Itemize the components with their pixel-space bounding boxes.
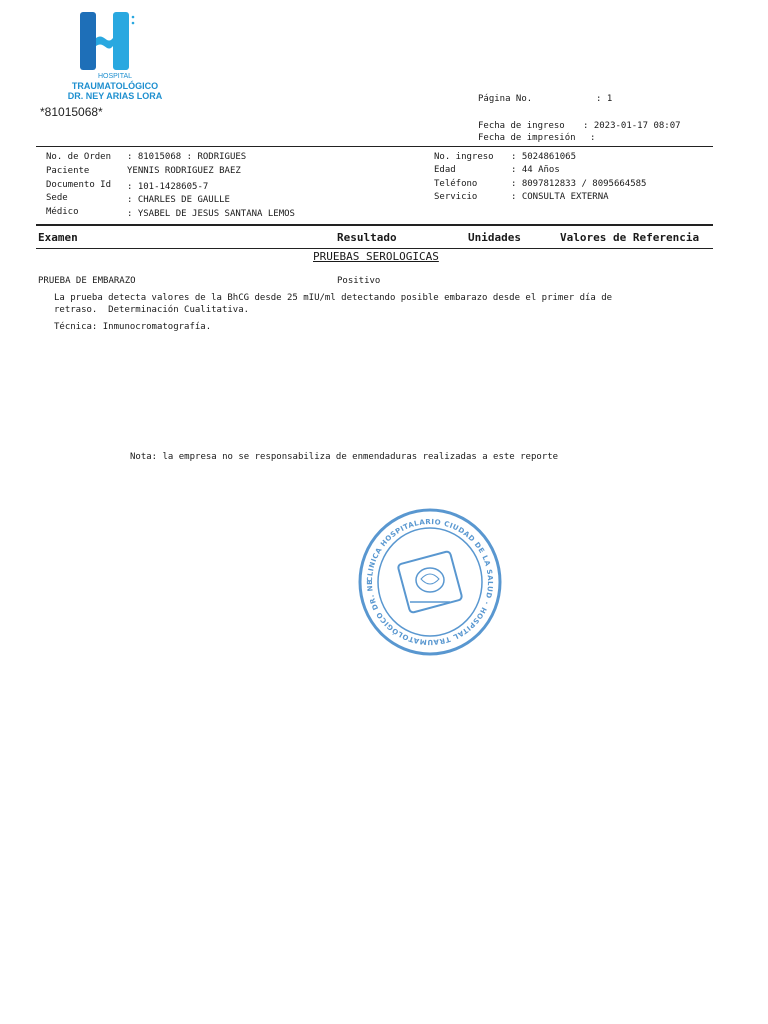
stamp-text: CLINICA HOSPITALARIO CIUDAD DE LA SALUD · HOSPITAL TRAUMATOLÓGICO DR. NE bbox=[365, 517, 495, 647]
hospital-h-icon bbox=[60, 8, 170, 76]
paciente-value: YENNIS RODRIGUEZ BAEZ bbox=[127, 166, 241, 176]
telefono-value: : 8097812833 / 8095664585 bbox=[511, 179, 647, 189]
medico-label: Médico bbox=[46, 207, 79, 217]
ingreso-date-value: : 2023-01-17 08:07 bbox=[583, 121, 681, 131]
orden-label: No. de Orden bbox=[46, 152, 112, 162]
test-note-line-2: retraso. Determinación Cualitativa. bbox=[54, 305, 250, 315]
col-resultado: Resultado bbox=[337, 231, 397, 244]
logo-line-3: DR. NEY ARIAS LORA bbox=[67, 91, 163, 101]
col-examen: Examen bbox=[38, 231, 78, 244]
page-value: : 1 bbox=[596, 94, 613, 104]
ingreso-date-label: Fecha de ingreso bbox=[478, 121, 565, 131]
documento-value: : 101-1428605-7 bbox=[127, 182, 209, 192]
telefono-label: Teléfono bbox=[434, 179, 478, 189]
hospital-stamp bbox=[355, 505, 505, 660]
ingreso-label: No. ingreso bbox=[434, 152, 494, 162]
sede-label: Sede bbox=[46, 193, 68, 203]
test-name: PRUEBA DE EMBARAZO bbox=[38, 276, 136, 286]
ingreso-value: : 5024861065 bbox=[511, 152, 577, 162]
logo-line-2: TRAUMATOLÓGICO bbox=[71, 81, 159, 91]
test-technique: Técnica: Inmunocromatografía. bbox=[54, 322, 212, 332]
documento-label: Documento Id bbox=[46, 180, 112, 190]
section-title: PRUEBAS SEROLOGICAS bbox=[313, 250, 439, 263]
medico-value: : YSABEL DE JESUS SANTANA LEMOS bbox=[127, 209, 295, 219]
footer-note: Nota: la empresa no se responsabiliza de enmendaduras realizadas a este reporte bbox=[130, 452, 559, 462]
stamp-seal-icon bbox=[355, 505, 505, 660]
barcode-text: *81015068* bbox=[40, 105, 103, 119]
table-top-divider bbox=[36, 224, 713, 226]
servicio-value: : CONSULTA EXTERNA bbox=[511, 192, 609, 202]
logo-line-1: HOSPITAL bbox=[97, 73, 133, 80]
header-divider bbox=[36, 146, 713, 147]
servicio-label: Servicio bbox=[434, 192, 478, 202]
impresion-date-value: : bbox=[590, 133, 596, 143]
edad-value: : 44 Años bbox=[511, 165, 560, 175]
col-unidades: Unidades bbox=[468, 231, 521, 244]
paciente-label: Paciente bbox=[46, 166, 90, 176]
table-header-divider bbox=[36, 248, 713, 249]
test-result: Positivo bbox=[337, 276, 381, 286]
hospital-logo bbox=[60, 8, 170, 104]
page-label: Página No. bbox=[478, 94, 533, 104]
test-note-line-1: La prueba detecta valores de la BhCG desde 25 mIU/ml detectando posible embarazo desde el primer día de bbox=[54, 293, 613, 303]
col-referencia: Valores de Referencia bbox=[560, 231, 700, 244]
sede-value: : CHARLES DE GAULLE bbox=[127, 195, 230, 205]
impresion-date-label: Fecha de impresión bbox=[478, 133, 576, 143]
orden-value: : 81015068 : RODRIGUES bbox=[127, 152, 247, 162]
edad-label: Edad bbox=[434, 165, 456, 175]
